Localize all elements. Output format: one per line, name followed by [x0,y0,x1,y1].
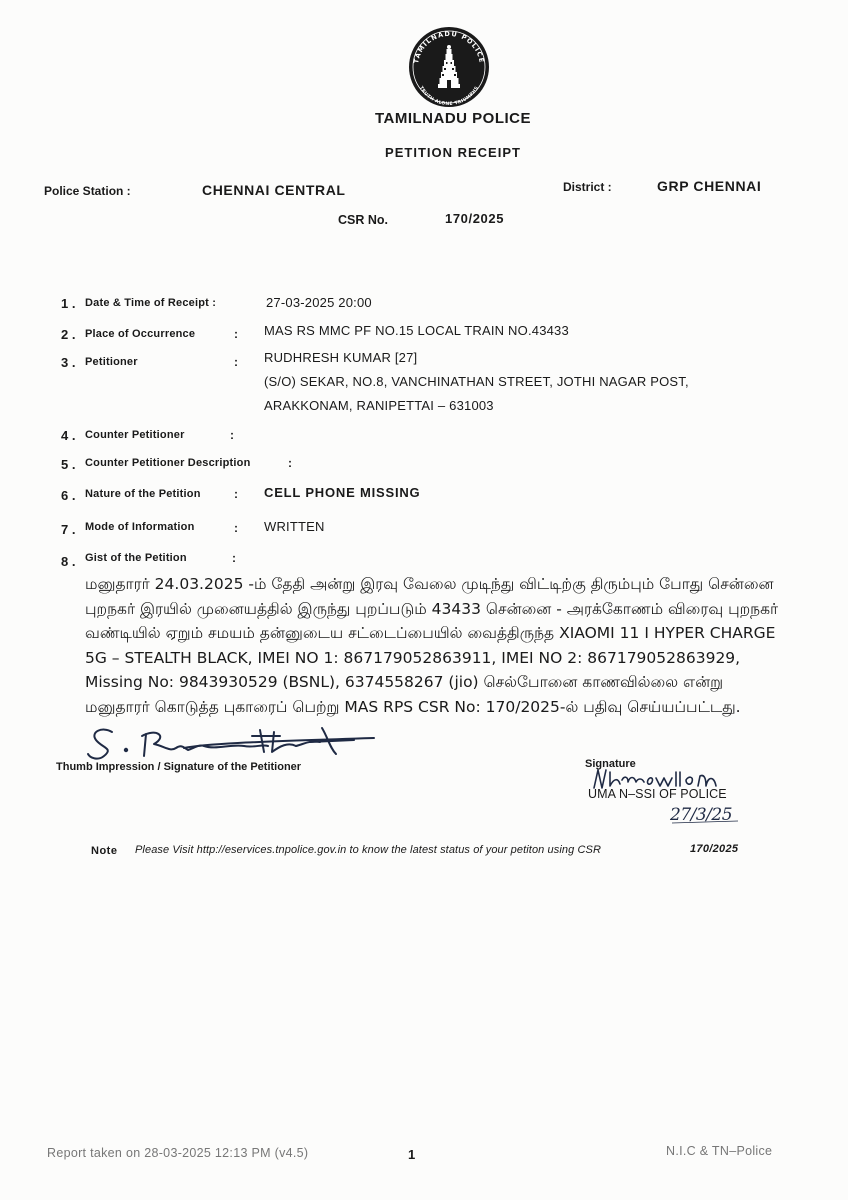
officer-name-designation: UMA N–SSI OF POLICE [588,787,727,801]
field-colon: : [234,355,238,369]
field-label-receipt-datetime: Date & Time of Receipt : [85,297,217,309]
field-label-gist: Gist of the Petition [85,552,187,564]
field-label-nature: Nature of the Petition [85,488,201,500]
field-number: 1 . [61,296,76,311]
field-number: 8 . [61,554,76,569]
police-station-label: Police Station : [44,184,131,198]
field-colon: : [234,327,238,341]
petitioner-address-line2: ARAKKONAM, RANIPETTAI – 631003 [264,398,494,413]
field-number: 3 . [61,355,76,370]
csr-label: CSR No. [338,213,388,227]
field-colon: : [288,456,292,470]
gist-of-petition-text: மனுதாரர் 24.03.2025 -ம் தேதி அன்று இரவு வேலை முடிந்து விட்டிற்கு திரும்பும் போது சென்னை புறநகர் இரயில் முனையத்தில் இருந்து புறப்படும் 43433 சென்னை - அரக்கோணம் விரைவு புறநகர் வண்டியில் ஏறும் சமயம் தன்னுடைய சட்டைப்பையில் வைத்திருந்த XIAOMI 11 I HYPER CHARGE 5G – STEALTH BLACK, IMEI NO 1: 867179052863911, IMEI NO 2: 867179052863929, Missing No: 9843930529 (BSNL), 6374558267 (jio) செல்போனை காணவில்லை என்று மனுதாரர் கொடுத்த புகாரைப் பெற்று MAS RPS CSR No: 170/2025-ல் பதிவு செய்யப்பட்டது. [85,575,779,716]
field-label-mode: Mode of Information [85,521,195,533]
report-taken-timestamp: Report taken on 28-03-2025 12:13 PM (v4.5) [47,1146,309,1160]
csr-value: 170/2025 [445,211,505,226]
field-value-place: MAS RS MMC PF NO.15 LOCAL TRAIN NO.43433 [264,323,569,338]
page-number: 1 [408,1147,416,1162]
field-value-receipt-datetime: 27-03-2025 20:00 [266,295,372,310]
field-number: 6 . [61,488,76,503]
handwritten-date-text: 27/3/25 [670,805,733,825]
footer-credit: N.I.C & TN–Police [666,1144,773,1158]
emblem-top-text: TAMILNADU POLICE [412,29,486,65]
field-value-mode: WRITTEN [264,519,325,534]
note-text: Please Visit http://eservices.tnpolice.gov.in to know the latest status of your petiton using CSR [135,844,602,856]
officer-handwritten-date [668,801,742,825]
field-label-counter-petitioner: Counter Petitioner [85,429,185,441]
field-colon: : [234,487,238,501]
tamilnadu-police-emblem [404,22,494,112]
field-colon: : [230,428,234,442]
field-value-nature: CELL PHONE MISSING [264,485,421,500]
field-number: 7 . [61,522,76,537]
field-number: 5 . [61,457,76,472]
field-number: 2 . [61,327,76,342]
field-label-petitioner: Petitioner [85,356,138,368]
emblem-bottom-text: TRUTH ALONE TRIUMPHS [417,85,481,108]
note-csr-number: 170/2025 [690,843,739,855]
petitioner-address-line1: (S/O) SEKAR, NO.8, VANCHINATHAN STREET, JOTHI NAGAR POST, [264,374,689,389]
note-label: Note [91,845,118,857]
field-colon: : [232,551,236,565]
field-number: 4 . [61,428,76,443]
district-value: GRP CHENNAI [657,178,762,194]
field-label-place: Place of Occurrence [85,328,196,340]
officer-signature-label: Signature [585,758,636,770]
petitioner-signature-label: Thumb Impression / Signature of the Petitioner [56,761,302,773]
organization-title: TAMILNADU POLICE [374,110,532,127]
district-label: District : [563,180,612,194]
police-station-value: CHENNAI CENTRAL [202,182,346,198]
field-colon: : [234,521,238,535]
petitioner-name: RUDHRESH KUMAR [27] [264,350,418,365]
field-label-counter-description: Counter Petitioner Description [85,457,251,469]
document-title: PETITION RECEIPT [385,145,521,160]
